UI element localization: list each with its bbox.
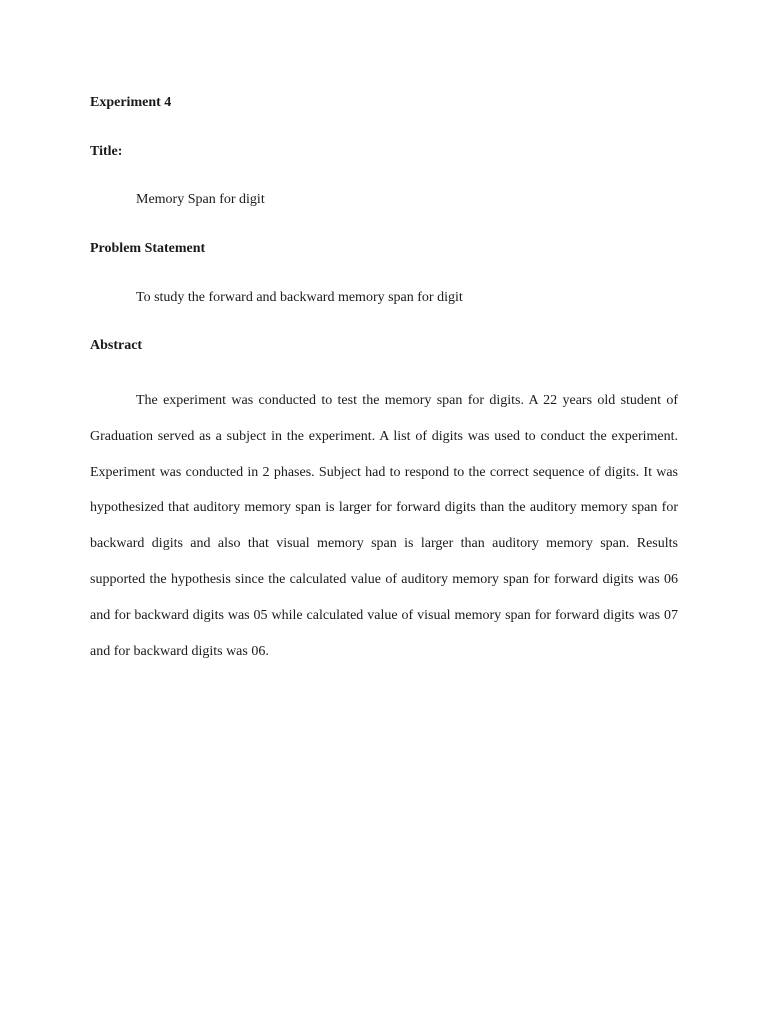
experiment-label: Experiment 4 bbox=[90, 95, 172, 110]
title-heading: Title: bbox=[90, 144, 123, 159]
abstract-heading: Abstract bbox=[90, 338, 143, 353]
problem-statement-heading: Problem Statement bbox=[90, 241, 206, 256]
title-text: Memory Span for digit bbox=[136, 192, 265, 207]
problem-statement-text: To study the forward and backward memory span for digit bbox=[136, 290, 463, 305]
document-page bbox=[90, 0, 678, 1024]
abstract-paragraph: The experiment was conducted to test the memory span for digits. A 22 years old student of Graduation served as a subject in the experiment. A list of digits was used to conduct the experiment. Experiment was conducted in 2 phases. Subject had to respond to the correct sequence of digits. It was hypothesized that auditory memory span is larger for forward digits than the auditory memory span for backward digits and also that visual memory span is larger than auditory memory span. Results supported the hypothesis since the calculated value of auditory memory span for forward digits was 06 and for backward digits was 05 while calculated value of visual memory span for forward digits was 07 and for backward digits was 06. bbox=[90, 393, 678, 659]
